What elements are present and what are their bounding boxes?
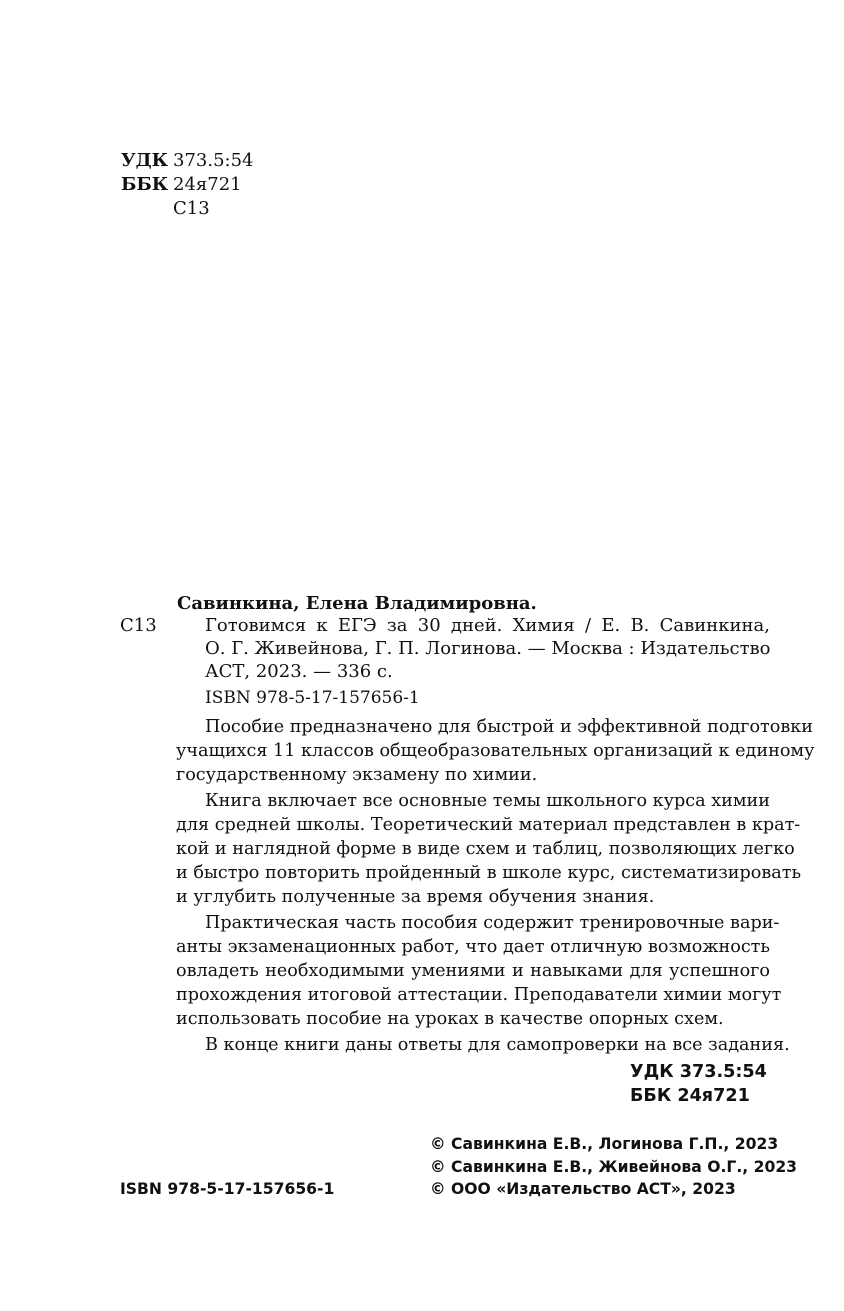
annotation-line: овладеть необходимыми умениями и навыками для успешного: [176, 961, 770, 981]
bbk-label: ББК: [121, 174, 169, 195]
copyright-line: © Савинкина Е.В., Живейнова О.Г., 2023: [430, 1158, 798, 1176]
annotation-line: кой и наглядной форме в виде схем и таблиц, позволяющих легко: [176, 839, 795, 859]
annotation-line: В конце книги даны ответы для самопроверки на все задания.: [205, 1035, 790, 1055]
annotation-line: учащихся 11 классов общеобразовательных организаций к единому: [176, 741, 815, 761]
bibliographic-line: Готовимся к ЕГЭ за 30 дней. Химия / Е. В. Савинкина,: [205, 615, 770, 636]
copyright-line: © ООО «Издательство АСТ», 2023: [430, 1180, 736, 1198]
udk-label: УДК: [121, 150, 168, 171]
isbn-record: ISBN 978-5-17-157656-1: [205, 688, 420, 708]
annotation-line: Книга включает все основные темы школьного курса химии: [205, 791, 770, 811]
udk-value: 373.5:54: [173, 150, 254, 171]
bbk-value: 24я721: [173, 174, 242, 195]
author-mark-row: [121, 198, 210, 220]
bbk-row: [121, 174, 242, 196]
annotation-line: и углубить полученные за время обучения знания.: [176, 887, 655, 907]
annotation-line: использовать пособие на уроках в качестве опорных схем.: [176, 1009, 724, 1029]
annotation-line: Пособие предназначено для быстрой и эффективной подготовки: [205, 717, 814, 737]
annotation-line: для средней школы. Теоретический материал представлен в крат-: [176, 815, 801, 835]
author-heading: Савинкина, Елена Владимировна.: [177, 593, 537, 614]
bibliographic-code: С13: [120, 615, 157, 636]
annotation-line: прохождения итоговой аттестации. Преподаватели химии могут: [176, 985, 782, 1005]
udk-row: [121, 150, 254, 172]
bbk-summary: ББК 24я721: [630, 1086, 750, 1106]
author-mark: С13: [173, 198, 210, 219]
isbn-footer: ISBN 978-5-17-157656-1: [120, 1180, 335, 1198]
annotation-line: государственному экзамену по химии.: [176, 765, 538, 785]
annotation-line: анты экзаменационных работ, что дает отличную возможность: [176, 937, 770, 957]
copyright-line: © Савинкина Е.В., Логинова Г.П., 2023: [430, 1135, 779, 1153]
bibliographic-line: АСТ, 2023. — 336 с.: [205, 661, 393, 682]
udk-summary: УДК 373.5:54: [630, 1062, 767, 1082]
annotation-line: и быстро повторить пройденный в школе курс, систематизировать: [176, 863, 802, 883]
bibliographic-line: О. Г. Живейнова, Г. П. Логинова. — Москва : Издательство: [205, 638, 771, 659]
annotation-line: Практическая часть пособия содержит тренировочные вари-: [205, 913, 780, 933]
